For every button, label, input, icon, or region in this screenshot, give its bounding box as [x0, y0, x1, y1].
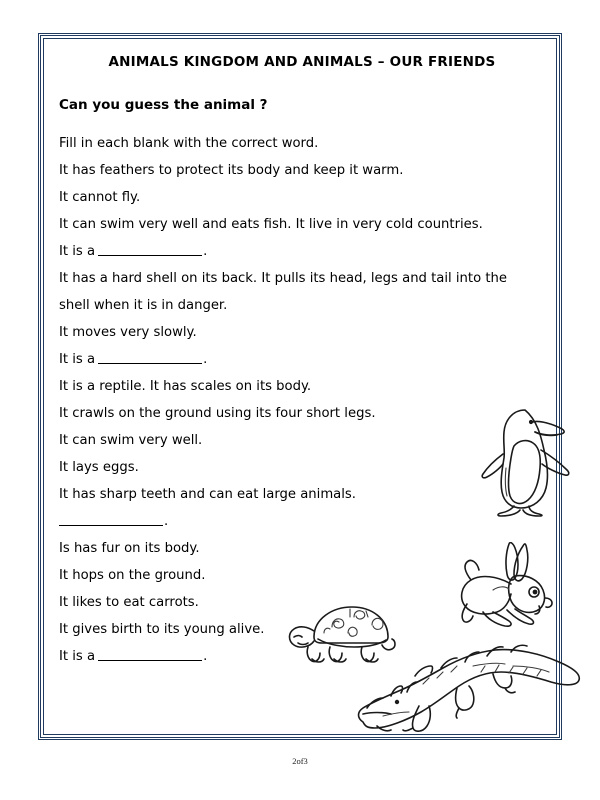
question-line	[59, 427, 545, 454]
page-title: ANIMALS KINGDOM AND ANIMALS – OUR FRIENDS	[108, 54, 496, 70]
question-text: It has feathers to protect its body and keep it warm.	[59, 163, 404, 179]
question-text: It is a	[59, 352, 96, 368]
blank-terminator: .	[203, 649, 208, 665]
question-line	[59, 400, 545, 427]
question-line	[59, 535, 545, 562]
question-line	[59, 265, 519, 319]
question-text: It is a reptile. It has scales on its body.	[59, 379, 312, 395]
question-text: It can swim very well and eats fish. It live in very cold countries.	[59, 217, 483, 233]
blank-terminator: .	[203, 352, 208, 368]
worksheet-content	[41, 36, 565, 743]
question-text: Fill in each blank with the correct word.	[59, 136, 319, 152]
question-list	[59, 130, 545, 670]
blank-terminator: .	[203, 244, 208, 260]
question-text: It can swim very well.	[59, 433, 203, 449]
question-text: It lays eggs.	[59, 460, 139, 476]
question-line	[59, 589, 545, 616]
blank-terminator: .	[164, 514, 169, 530]
question-text: It likes to eat carrots.	[59, 595, 199, 611]
question-line-blank	[59, 508, 545, 535]
question-line	[59, 373, 545, 400]
question-line	[59, 562, 545, 589]
question-text: It has a hard shell on its back. It pulls its head, legs and tail into the shell when it is in danger.	[59, 271, 512, 314]
question-line	[59, 454, 545, 481]
question-text: It has sharp teeth and can eat large animals.	[59, 487, 356, 503]
worksheet-subtitle: Can you guess the animal ?	[59, 96, 268, 113]
question-line	[59, 184, 545, 211]
page-border-frame	[38, 33, 562, 740]
question-line	[59, 130, 545, 157]
question-text: It gives birth to its young alive.	[59, 622, 265, 638]
question-line-blank	[59, 643, 545, 670]
question-text: It crawls on the ground using its four short legs.	[59, 406, 376, 422]
answer-blank[interactable]	[98, 350, 202, 364]
question-line	[59, 319, 545, 346]
page-footer: 2of3	[292, 756, 308, 766]
answer-blank[interactable]	[59, 512, 163, 526]
question-text: It is a	[59, 649, 96, 665]
question-text: It cannot fly.	[59, 190, 141, 206]
question-line-blank	[59, 346, 545, 373]
answer-blank[interactable]	[98, 242, 202, 256]
answer-blank[interactable]	[98, 647, 202, 661]
question-text: Is has fur on its body.	[59, 541, 200, 557]
question-line	[59, 157, 545, 184]
question-text: It hops on the ground.	[59, 568, 206, 584]
question-line	[59, 481, 545, 508]
question-text: It is a	[59, 244, 96, 260]
question-line	[59, 211, 545, 238]
question-text: It moves very slowly.	[59, 325, 197, 341]
question-line-blank	[59, 238, 545, 265]
question-line	[59, 616, 545, 643]
